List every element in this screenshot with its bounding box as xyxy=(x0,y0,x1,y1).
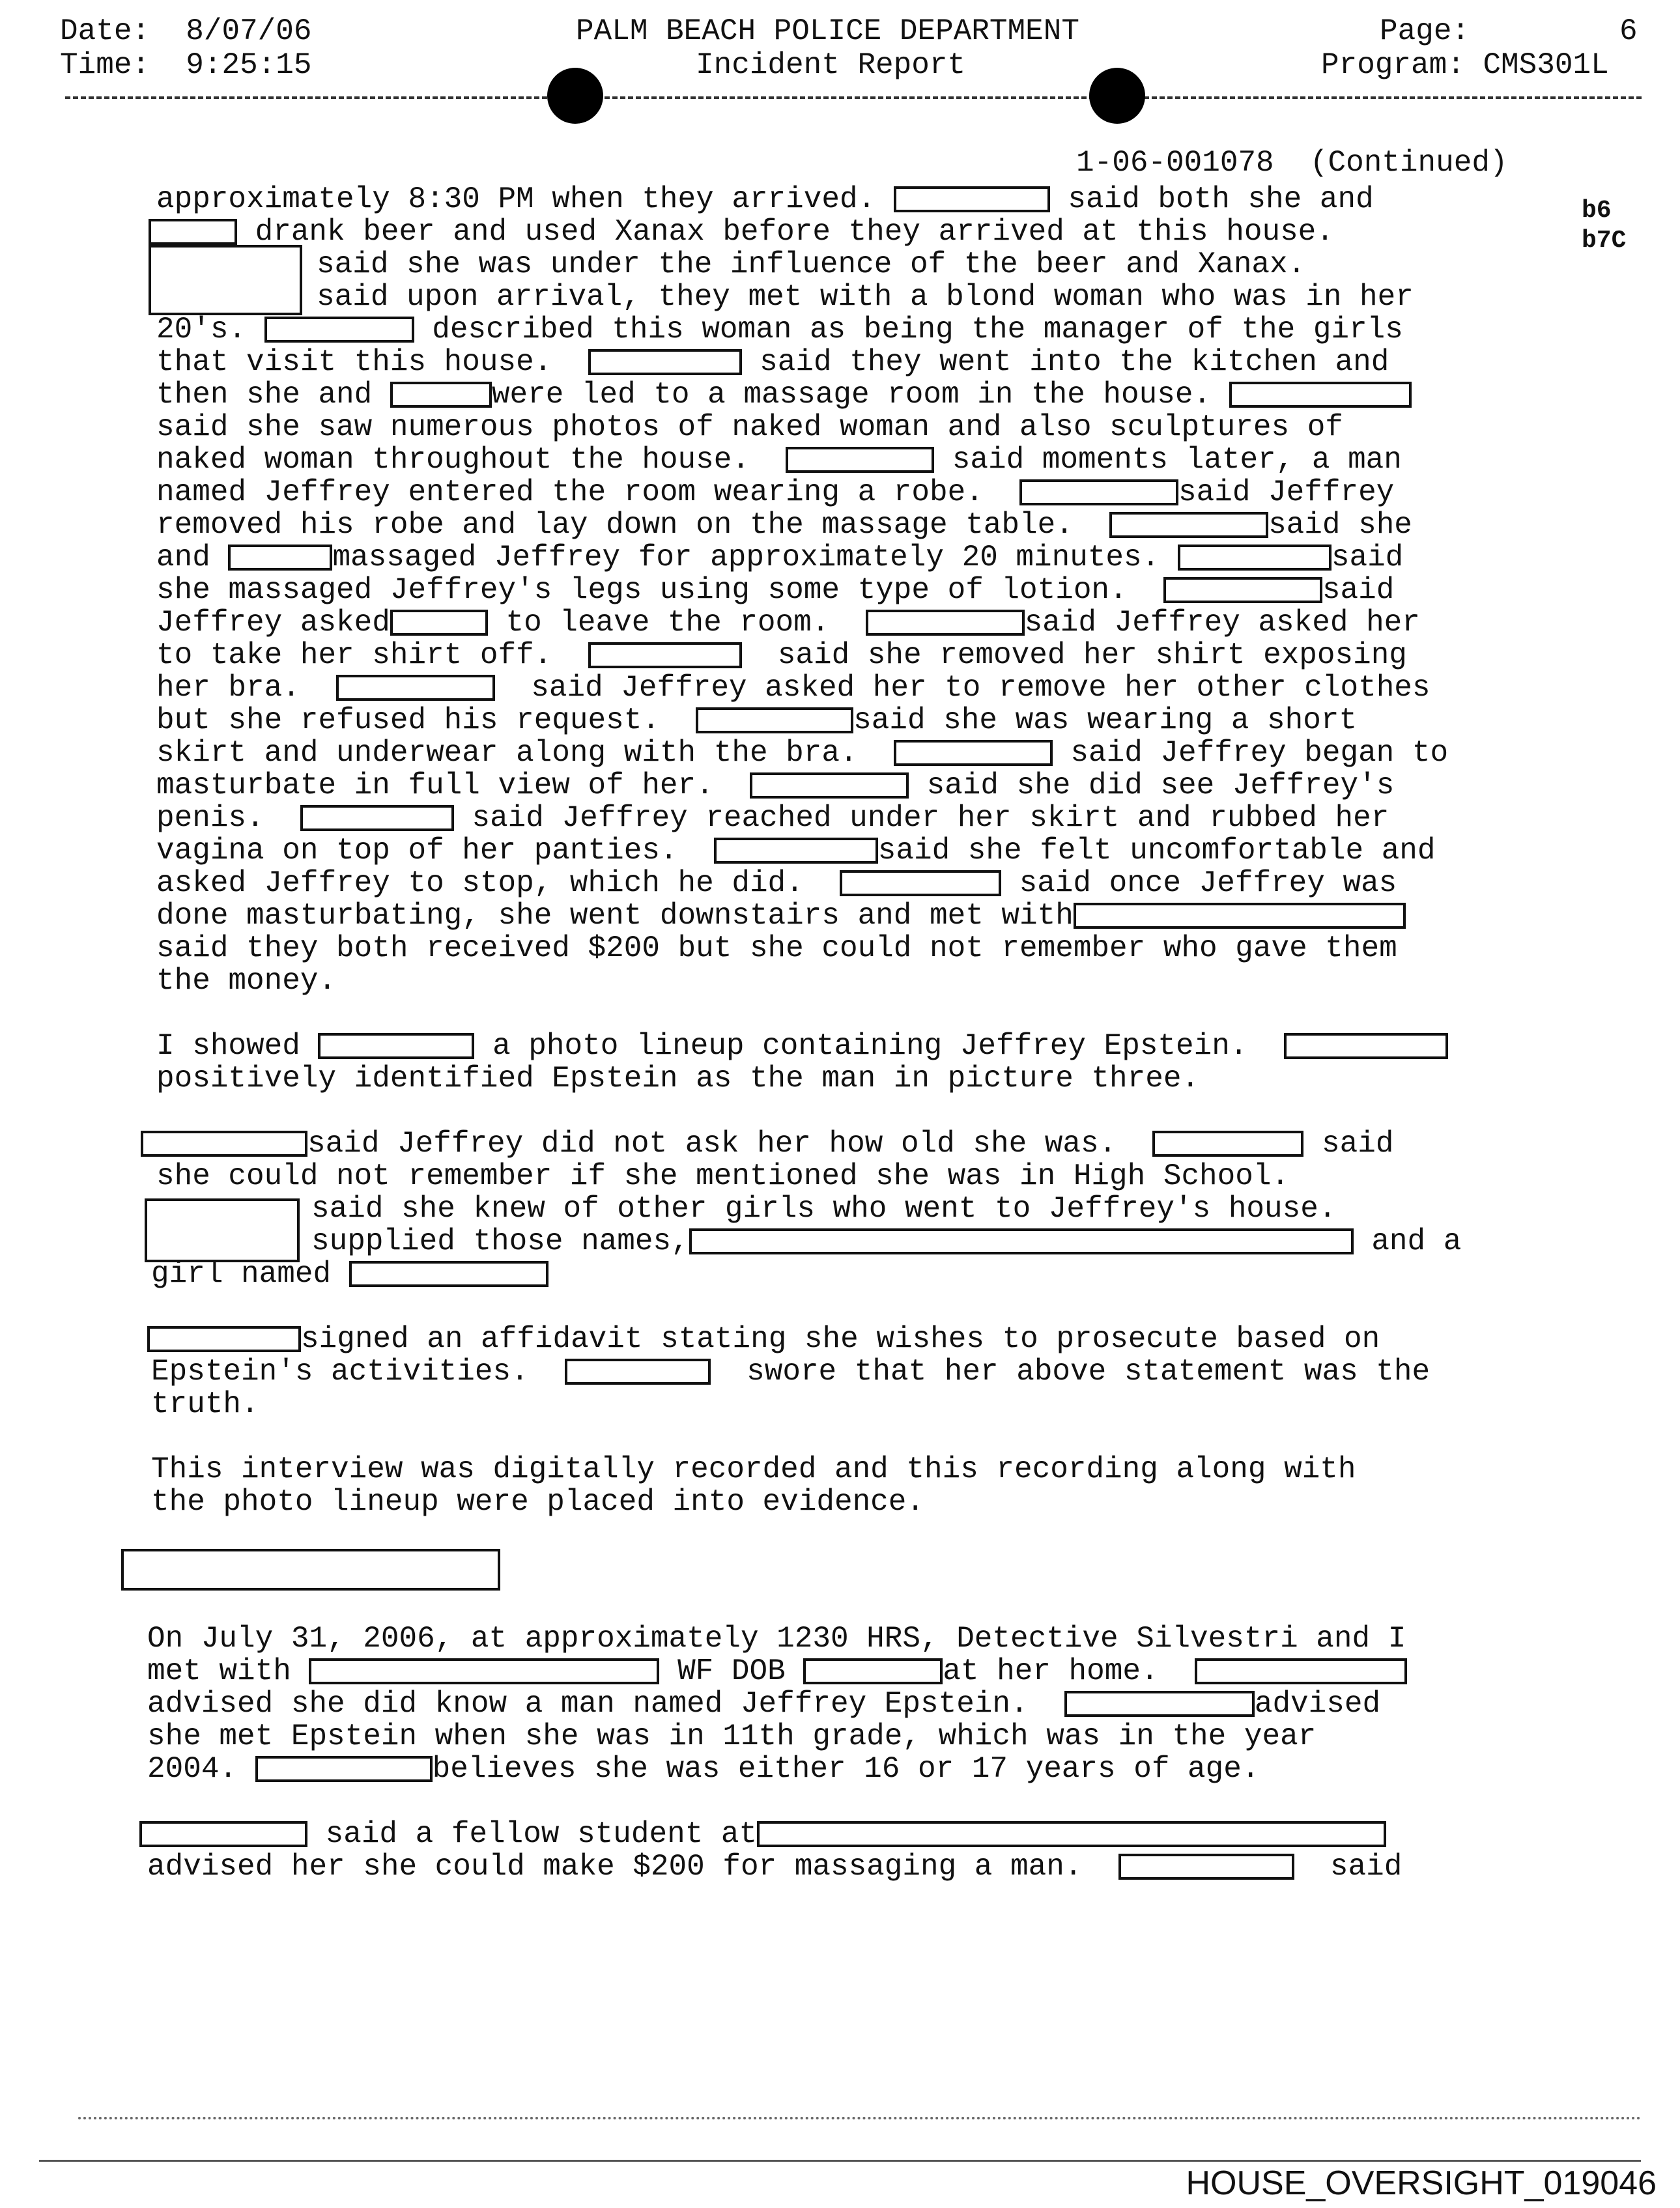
redaction-box xyxy=(1118,1854,1294,1880)
exemption-code-b6: b6 xyxy=(1582,197,1612,225)
report-type: Incident Report xyxy=(696,48,966,82)
body-line: she met Epstein when she was in 11th grade, which was in the year xyxy=(147,1720,1317,1753)
body-line: said they both received $200 but she could not remember who gave them xyxy=(156,931,1397,965)
body-line: her bra. said Jeffrey asked her to remove her other clothes xyxy=(156,671,1431,705)
redaction-box xyxy=(565,1359,711,1385)
body-line: advised her she could make $200 for massaging a man. said xyxy=(147,1850,1402,1884)
body-line: but she refused his request. said she was wearing a short xyxy=(156,703,1358,737)
body-line: masturbate in full view of her. said she did see Jeffrey's xyxy=(156,769,1395,802)
body-line: girl named xyxy=(151,1257,548,1291)
body-line: supplied those names, and a xyxy=(311,1224,1462,1258)
redaction-box xyxy=(149,219,237,245)
body-line: I showed a photo lineup containing Jeffrey Epstein. xyxy=(156,1029,1448,1063)
redaction-box xyxy=(390,610,488,636)
body-line: named Jeffrey entered the room wearing a robe. said Jeffrey xyxy=(156,475,1395,509)
redaction-box xyxy=(689,1228,1354,1254)
body-line: said she saw numerous photos of naked woman and also sculptures of xyxy=(156,410,1343,444)
body-line: Jeffrey asked to leave the room. said Jeffrey asked her xyxy=(156,606,1420,640)
redaction-box xyxy=(264,317,414,343)
department-name: PALM BEACH POLICE DEPARTMENT xyxy=(576,14,1079,48)
redaction-box xyxy=(228,545,332,571)
date-value: 8/07/06 xyxy=(186,14,312,48)
redaction-box xyxy=(309,1658,659,1684)
redaction-box xyxy=(696,707,853,733)
redaction-box xyxy=(894,740,1053,766)
redaction-box xyxy=(300,805,454,831)
redaction-box xyxy=(588,349,742,375)
redaction-box xyxy=(349,1261,548,1287)
body-line: that visit this house. said they went into the kitchen and xyxy=(156,345,1389,379)
case-number: 1-06-001078 xyxy=(1076,146,1274,180)
date-label: Date: xyxy=(60,14,150,48)
body-line: Epstein's activities. swore that her above statement was the xyxy=(151,1355,1431,1389)
redaction-box xyxy=(1163,577,1322,603)
redaction-box xyxy=(866,610,1025,636)
redaction-box xyxy=(1178,545,1331,571)
redaction-box xyxy=(803,1658,943,1684)
body-line: then she and were led to a massage room in the house. xyxy=(156,378,1412,412)
redaction-box xyxy=(840,870,1001,896)
page-label: Page: xyxy=(1380,14,1470,48)
body-line: This interview was digitally recorded and this recording along with xyxy=(151,1452,1356,1486)
bates-number: HOUSE_OVERSIGHT_019046 xyxy=(1186,2164,1657,2202)
body-line: truth. xyxy=(151,1387,259,1421)
redaction-box xyxy=(757,1821,1386,1847)
redaction-box xyxy=(145,1198,300,1262)
body-line: to take her shirt off. said she removed her shirt exposing xyxy=(156,638,1407,672)
program-label: Program: xyxy=(1321,48,1465,82)
body-line: said she was under the influence of the beer and Xanax. xyxy=(317,248,1306,281)
body-line: drank beer and used Xanax before they arrived at this house. xyxy=(149,215,1334,249)
redaction-box xyxy=(1074,903,1406,929)
redaction-box xyxy=(255,1756,433,1782)
body-line: On July 31, 2006, at approximately 1230 HRS, Detective Silvestri and I xyxy=(147,1622,1406,1656)
body-line: said a fellow student at xyxy=(139,1817,1386,1851)
body-line: removed his robe and lay down on the massage table. said she xyxy=(156,508,1412,542)
redaction-box xyxy=(588,642,742,668)
redaction-box xyxy=(1152,1131,1303,1157)
body-line: vagina on top of her panties. said she felt uncomfortable and xyxy=(156,834,1436,868)
body-line: advised she did know a man named Jeffrey Epstein. advised xyxy=(147,1687,1381,1721)
redaction-box xyxy=(147,1326,301,1352)
redaction-box xyxy=(390,382,492,408)
body-line: skirt and underwear along with the bra. said Jeffrey began to xyxy=(156,736,1449,770)
redaction-box xyxy=(318,1033,474,1059)
redaction-box xyxy=(1109,512,1268,538)
exemption-code-b7c: b7C xyxy=(1582,227,1627,255)
body-line: she could not remember if she mentioned she was in High School. xyxy=(156,1159,1290,1193)
body-line: the photo lineup were placed into evidence. xyxy=(151,1485,924,1519)
body-line: signed an affidavit stating she wishes to prosecute based on xyxy=(147,1322,1380,1356)
scan-noise-line xyxy=(78,2117,1642,2119)
body-line: she massaged Jeffrey's legs using some type of lotion. said xyxy=(156,573,1395,607)
redaction-box xyxy=(336,675,495,701)
redaction-box xyxy=(141,1131,307,1157)
body-line: met with WF DOB at her home. xyxy=(147,1654,1407,1688)
redaction-box xyxy=(149,245,302,315)
redaction-box xyxy=(121,1549,500,1591)
body-line: and massaged Jeffrey for approximately 20 minutes. said xyxy=(156,541,1404,574)
footer-rule xyxy=(39,2160,1641,2162)
body-line: approximately 8:30 PM when they arrived. said both she and xyxy=(156,182,1374,216)
time-value: 9:25:15 xyxy=(186,48,312,82)
program-value: CMS301L xyxy=(1483,48,1609,82)
body-line: said Jeffrey did not ask her how old she was. said xyxy=(141,1127,1393,1161)
body-line: said upon arrival, they met with a blond woman who was in her xyxy=(317,280,1414,314)
redaction-box xyxy=(1019,479,1178,505)
redaction-box xyxy=(1195,1658,1407,1684)
redaction-box xyxy=(1229,382,1412,408)
redaction-box xyxy=(786,447,934,473)
body-line: positively identified Epstein as the man in picture three. xyxy=(156,1062,1200,1096)
body-line: penis. said Jeffrey reached under her skirt and rubbed her xyxy=(156,801,1389,835)
body-line: naked woman throughout the house. said moments later, a man xyxy=(156,443,1402,477)
redaction-box xyxy=(1284,1033,1448,1059)
redaction-box xyxy=(750,772,909,799)
page-number: 6 xyxy=(1619,14,1638,48)
redaction-box xyxy=(714,838,878,864)
redaction-box xyxy=(894,186,1050,212)
redaction-box xyxy=(139,1821,307,1847)
body-line: done masturbating, she went downstairs and met with xyxy=(156,899,1406,933)
body-line: 2004. believes she was either 16 or 17 years of age. xyxy=(147,1752,1260,1786)
body-line: 20's. described this woman as being the manager of the girls xyxy=(156,313,1403,347)
redaction-box xyxy=(1064,1691,1255,1717)
time-label: Time: xyxy=(60,48,150,82)
body-line: asked Jeffrey to stop, which he did. said once Jeffrey was xyxy=(156,866,1397,900)
body-line: the money. xyxy=(156,964,337,998)
continued-label: (Continued) xyxy=(1309,146,1508,180)
body-line: said she knew of other girls who went to Jeffrey's house. xyxy=(311,1192,1337,1226)
